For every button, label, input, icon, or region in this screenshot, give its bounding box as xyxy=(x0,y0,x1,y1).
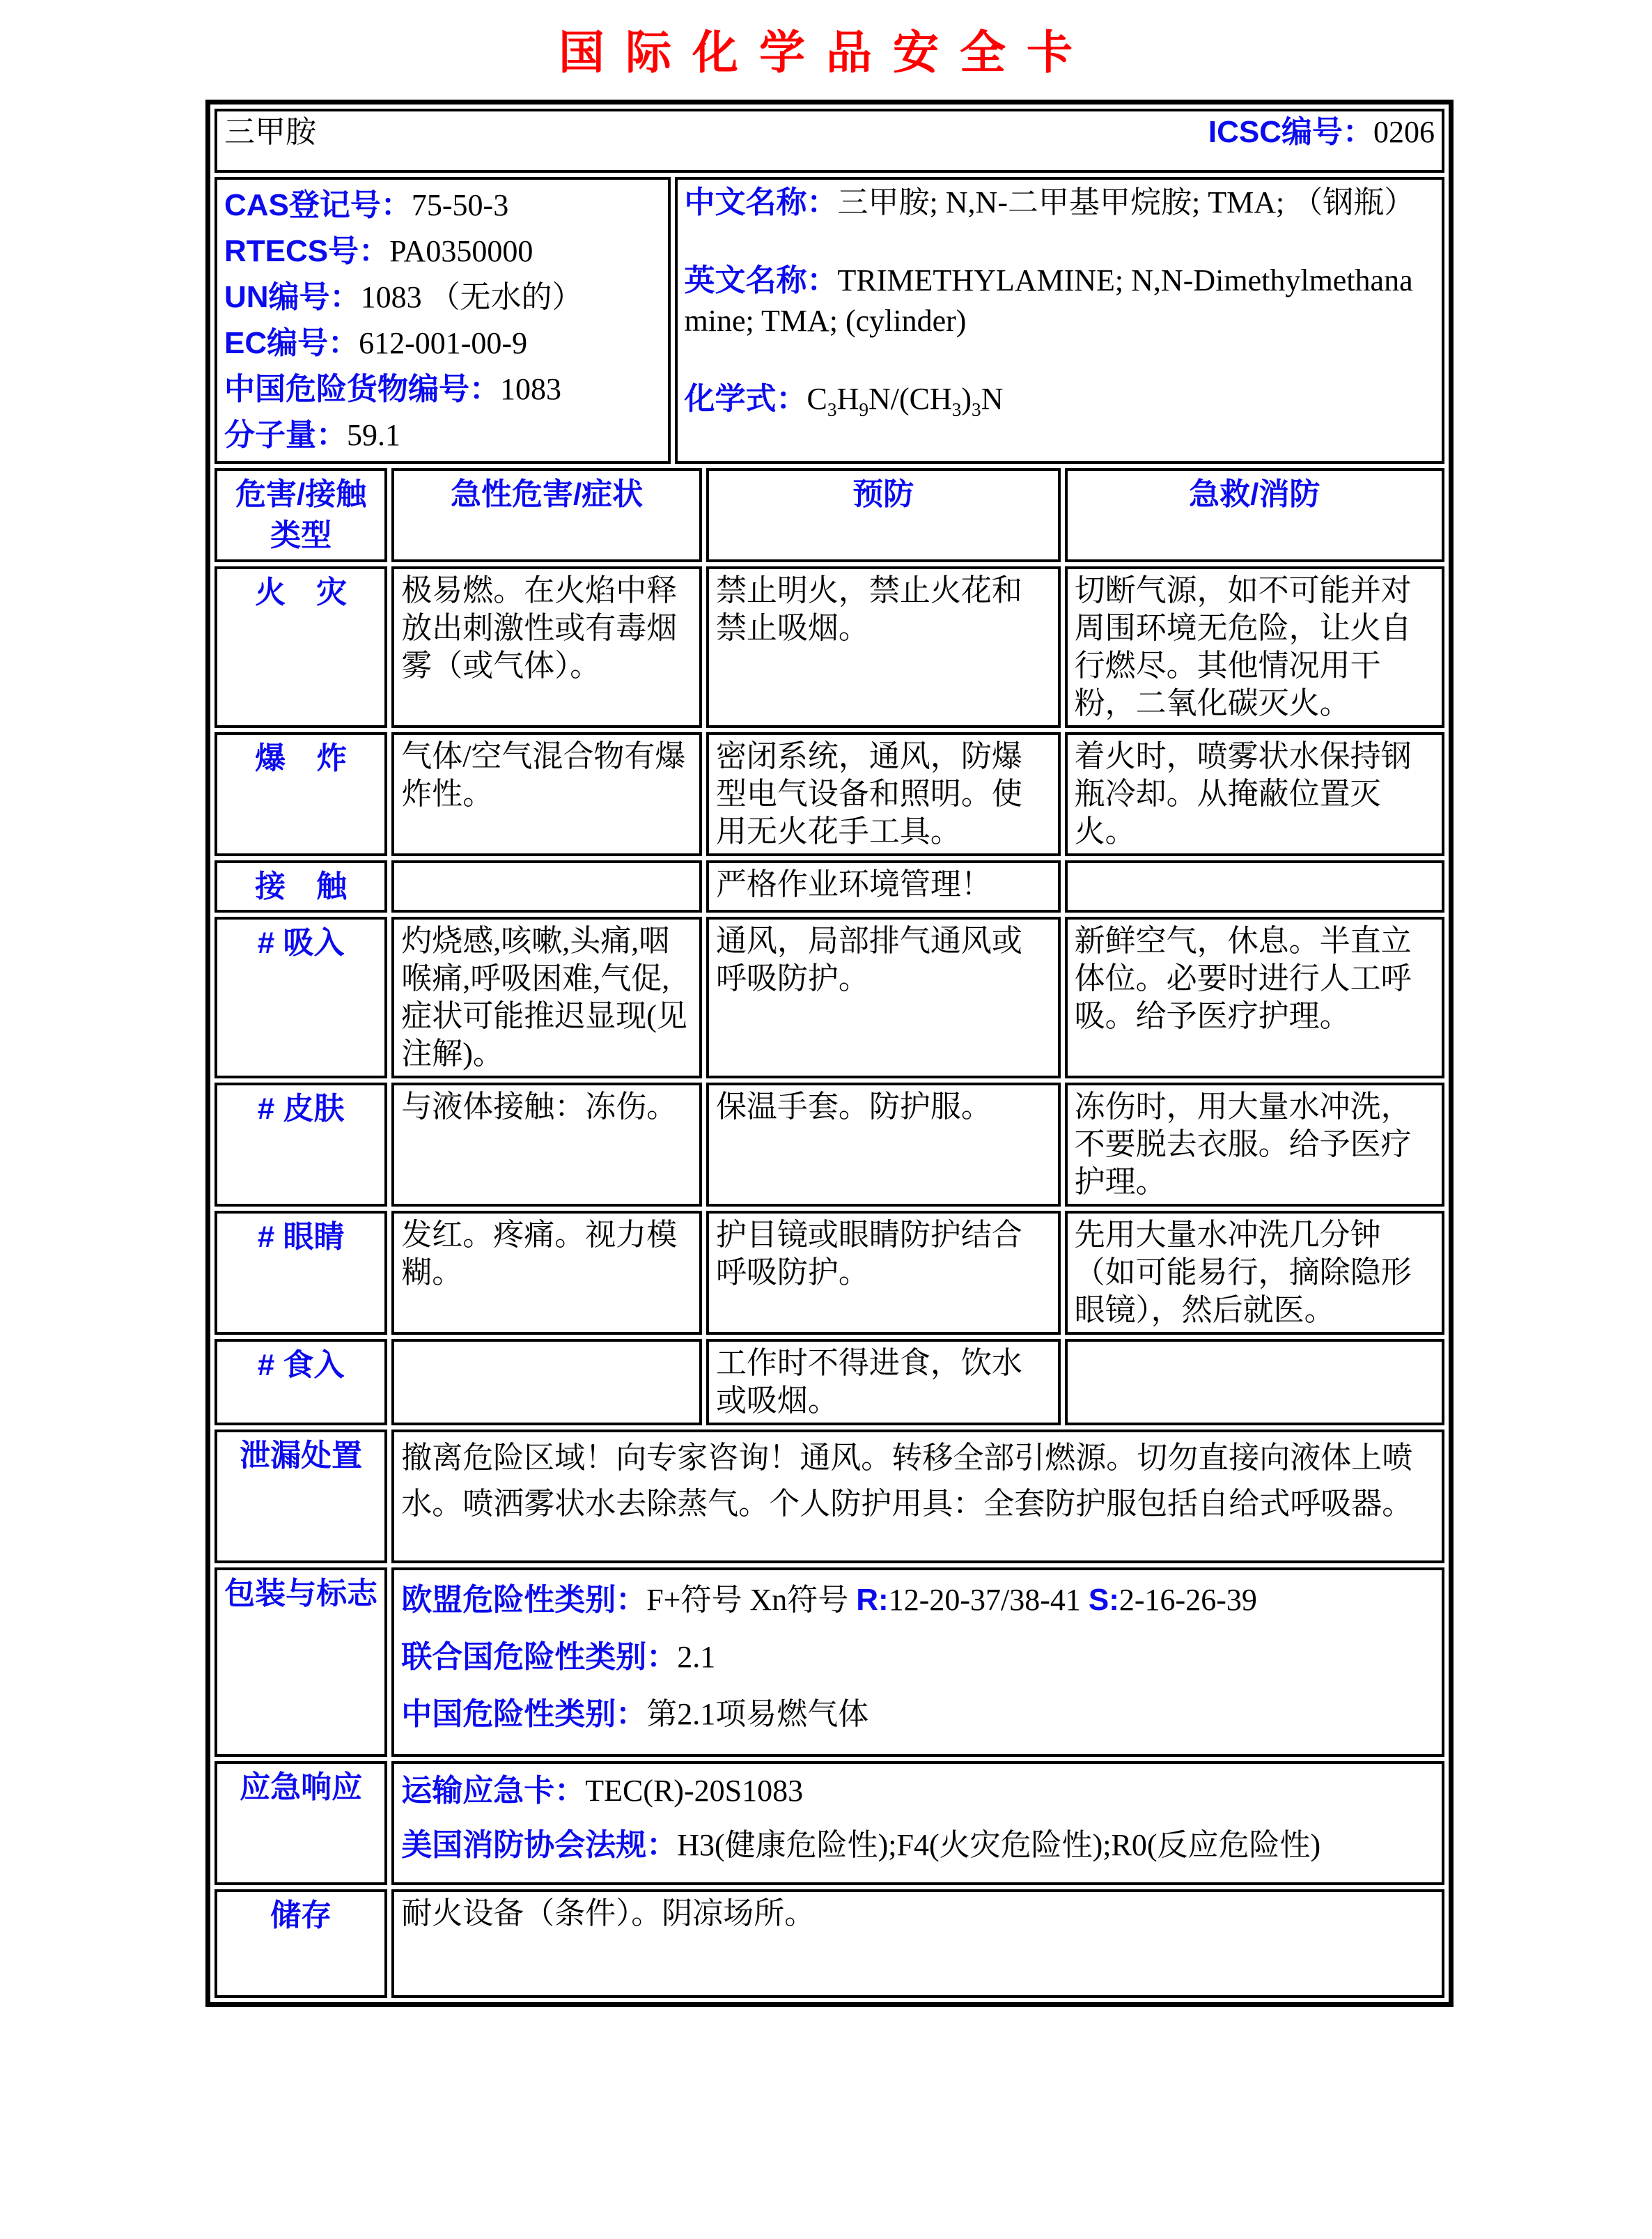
registry-number-line xyxy=(224,366,661,412)
hazard-type-contact: 接 触 xyxy=(215,860,387,913)
hazard-column-header-0: 危害/接触类型 xyxy=(215,468,387,562)
formula-label: 化学式： xyxy=(684,382,807,416)
hazard-row-eyes xyxy=(215,1211,1444,1335)
identification-row xyxy=(215,177,1444,464)
formula-segment: N xyxy=(981,382,1004,416)
packaging-label: R: xyxy=(856,1583,889,1618)
registry-number-value: PA0350000 xyxy=(389,234,533,268)
hazard-response-explosion: 着火时，喷雾状水保持钢瓶冷却。从掩蔽位置灭火。 xyxy=(1065,732,1444,856)
spill-label: 泄漏处置 xyxy=(215,1430,387,1563)
registry-number-value: 612-001-00-9 xyxy=(359,326,528,360)
chinese-name-value: 三甲胺; N,N-二甲基甲烷胺; TMA; （钢瓶） xyxy=(837,185,1415,219)
emergency-label: 应急响应 xyxy=(215,1761,387,1885)
formula-subscript: 3 xyxy=(972,398,981,420)
hazard-type-eyes: # 眼睛 xyxy=(215,1211,387,1335)
packaging-content xyxy=(391,1567,1444,1757)
hazard-symptoms-explosion: 气体/空气混合物有爆炸性。 xyxy=(391,732,702,856)
hazard-table-body xyxy=(215,566,1444,1425)
hazard-response-inhalation: 新鲜空气，休息。半直立体位。必要时进行人工呼吸。给予医疗护理。 xyxy=(1065,917,1444,1078)
registry-number-label: 分子量： xyxy=(224,418,347,452)
chinese-name-block xyxy=(685,183,1435,223)
icsc-document-page xyxy=(0,15,1652,2239)
hazard-response-eyes: 先用大量水冲洗几分钟（如可能易行，摘除隐形眼镜），然后就医。 xyxy=(1065,1211,1444,1335)
hazard-row-skin xyxy=(215,1083,1444,1207)
packaging-value: 2-16-26-39 xyxy=(1119,1583,1257,1618)
registry-number-line xyxy=(224,274,661,320)
hazard-prevention-fire: 禁止明火，禁止火花和禁止吸烟。 xyxy=(706,566,1061,728)
registry-number-line xyxy=(224,320,661,366)
storage-row xyxy=(215,1889,1444,1998)
packaging-label: 欧盟危险性类别： xyxy=(401,1583,647,1618)
icsc-number xyxy=(1208,114,1435,151)
registry-number-label: CAS登记号： xyxy=(224,188,412,222)
page-title: 国际化学品安全卡 xyxy=(559,26,1093,78)
registry-number-line xyxy=(224,228,661,274)
hazard-table xyxy=(210,464,1449,2002)
hazard-response-contact xyxy=(1065,860,1444,913)
storage-label: 储存 xyxy=(215,1889,387,1998)
formula-subscript: 9 xyxy=(859,398,868,420)
hazard-response-ingestion xyxy=(1065,1339,1444,1425)
registry-number-line xyxy=(224,412,661,458)
formula-segment: H xyxy=(836,382,859,416)
emergency-value: TEC(R)-20S1083 xyxy=(585,1774,804,1808)
registry-numbers-list xyxy=(224,183,661,458)
packaging-value: 12-20-37/38-41 xyxy=(888,1583,1089,1618)
hazard-type-inhalation: # 吸入 xyxy=(215,917,387,1078)
packaging-label: S: xyxy=(1088,1583,1119,1618)
hazard-row-fire xyxy=(215,566,1444,728)
formula-segment: N/(CH xyxy=(868,382,952,416)
packaging-label: 包装与标志 xyxy=(215,1567,387,1757)
formula-segment: C xyxy=(806,382,827,416)
formula-subscript: 3 xyxy=(827,398,837,420)
emergency-line-1 xyxy=(401,1825,1435,1866)
substance-name: 三甲胺 xyxy=(224,115,316,149)
packaging-value: 2.1 xyxy=(677,1640,716,1675)
icsc-number-value: 0206 xyxy=(1373,115,1435,149)
english-name-block xyxy=(685,261,1435,341)
spill-row xyxy=(215,1430,1444,1563)
registry-number-label: UN编号： xyxy=(224,280,361,314)
hazard-type-skin: # 皮肤 xyxy=(215,1083,387,1207)
substance-header-row xyxy=(215,109,1444,173)
hazard-row-explosion xyxy=(215,732,1444,856)
hazard-prevention-inhalation: 通风，局部排气通风或呼吸防护。 xyxy=(706,917,1061,1078)
hazard-symptoms-skin: 与液体接触：冻伤。 xyxy=(391,1083,702,1207)
substance-header-cell xyxy=(215,109,1444,173)
chinese-name-label: 中文名称： xyxy=(684,185,838,219)
spill-text: 撤离危险区域！向专家咨询！通风。转移全部引燃源。切勿直接向液体上喷水。喷洒雾状水去除蒸气。个人防护用具：全套防护服包括自给式呼吸器。 xyxy=(401,1441,1413,1521)
hazard-symptoms-eyes: 发红。疼痛。视力模糊。 xyxy=(391,1211,702,1335)
english-name-value: TRIMETHYLAMINE; N,N-Dimethylmethanamine; TMA; (cylinder) xyxy=(684,263,1413,338)
names-cell xyxy=(675,177,1444,464)
formula-block xyxy=(685,379,1435,419)
hazard-prevention-contact: 严格作业环境管理！ xyxy=(706,860,1061,913)
hazard-row-ingestion xyxy=(215,1339,1444,1425)
hazard-column-header-3: 急救/消防 xyxy=(1065,468,1444,562)
hazard-type-fire: 火 灾 xyxy=(215,566,387,728)
formula-value xyxy=(806,382,1004,420)
packaging-value: 第2.1项易燃气体 xyxy=(646,1697,869,1732)
storage-content xyxy=(391,1889,1444,1998)
icsc-number-label: ICSC编号： xyxy=(1208,115,1373,149)
registry-number-value: 75-50-3 xyxy=(411,188,509,222)
icsc-card-frame xyxy=(205,100,1454,2007)
registry-number-label: RTECS号： xyxy=(224,234,390,268)
hazard-prevention-explosion: 密闭系统，通风，防爆型电气设备和照明。使用无火花手工具。 xyxy=(706,732,1061,856)
hazard-response-fire: 切断气源，如不可能并对周围环境无危险，让火自行燃尽。其他情况用干粉，二氧化碳灭火。 xyxy=(1065,566,1444,728)
registry-number-label: EC编号： xyxy=(224,326,359,360)
hazard-table-head xyxy=(215,468,1444,562)
hazard-column-header-1: 急性危害/症状 xyxy=(391,468,702,562)
hazard-row-contact xyxy=(215,860,1444,913)
hazard-prevention-eyes: 护目镜或眼睛防护结合呼吸防护。 xyxy=(706,1211,1061,1335)
emergency-line-0 xyxy=(401,1771,1435,1811)
registry-number-value: 1083 （无水的） xyxy=(360,280,583,314)
packaging-line-1 xyxy=(401,1637,1435,1678)
hazard-symptoms-fire: 极易燃。在火焰中释放出刺激性或有毒烟雾（或气体）。 xyxy=(391,566,702,728)
hazard-type-explosion: 爆 炸 xyxy=(215,732,387,856)
hazard-header-row xyxy=(215,468,1444,562)
emergency-label: 美国消防协会法规： xyxy=(401,1828,678,1863)
emergency-label: 运输应急卡： xyxy=(401,1774,586,1808)
registry-number-label: 中国危险货物编号： xyxy=(224,372,500,406)
hazard-prevention-skin: 保温手套。防护服。 xyxy=(706,1083,1061,1207)
hazard-symptoms-contact xyxy=(391,860,702,913)
hazard-column-header-2: 预防 xyxy=(706,468,1061,562)
packaging-line-2 xyxy=(401,1694,1435,1735)
substance-header-table xyxy=(210,104,1449,177)
hazard-symptoms-ingestion xyxy=(391,1339,702,1425)
identification-table xyxy=(210,173,1449,468)
packaging-label: 中国危险性类别： xyxy=(401,1697,647,1732)
hazard-prevention-ingestion: 工作时不得进食，饮水或吸烟。 xyxy=(706,1339,1061,1425)
registry-number-value: 1083 xyxy=(500,372,561,406)
registry-numbers-cell xyxy=(215,177,671,464)
hazard-type-ingestion: # 食入 xyxy=(215,1339,387,1425)
formula-subscript: 3 xyxy=(951,398,962,420)
storage-text: 耐火设备（条件）。阴凉场所。 xyxy=(401,1896,816,1931)
packaging-row xyxy=(215,1567,1444,1757)
english-name-label: 英文名称： xyxy=(684,263,838,297)
hazard-response-skin: 冻伤时，用大量水冲洗，不要脱去衣服。给予医疗护理。 xyxy=(1065,1083,1444,1207)
emergency-row xyxy=(215,1761,1444,1885)
emergency-content xyxy=(391,1761,1444,1885)
registry-number-value: 59.1 xyxy=(347,418,400,452)
hazard-symptoms-inhalation: 灼烧感,咳嗽,头痛,咽喉痛,呼吸困难,气促,症状可能推迟显现(见注解)。 xyxy=(391,917,702,1078)
packaging-label: 联合国危险性类别： xyxy=(401,1640,678,1675)
formula-segment: ) xyxy=(961,382,972,416)
spill-content xyxy=(391,1430,1444,1563)
emergency-value: H3(健康危险性);F4(火灾危险性);R0(反应危险性) xyxy=(677,1828,1321,1863)
packaging-value: F+符号 Xn符号 xyxy=(646,1583,857,1618)
hazard-row-inhalation xyxy=(215,917,1444,1078)
registry-number-line xyxy=(224,183,661,228)
packaging-line-0 xyxy=(401,1580,1435,1620)
sections-body xyxy=(215,1430,1444,1998)
